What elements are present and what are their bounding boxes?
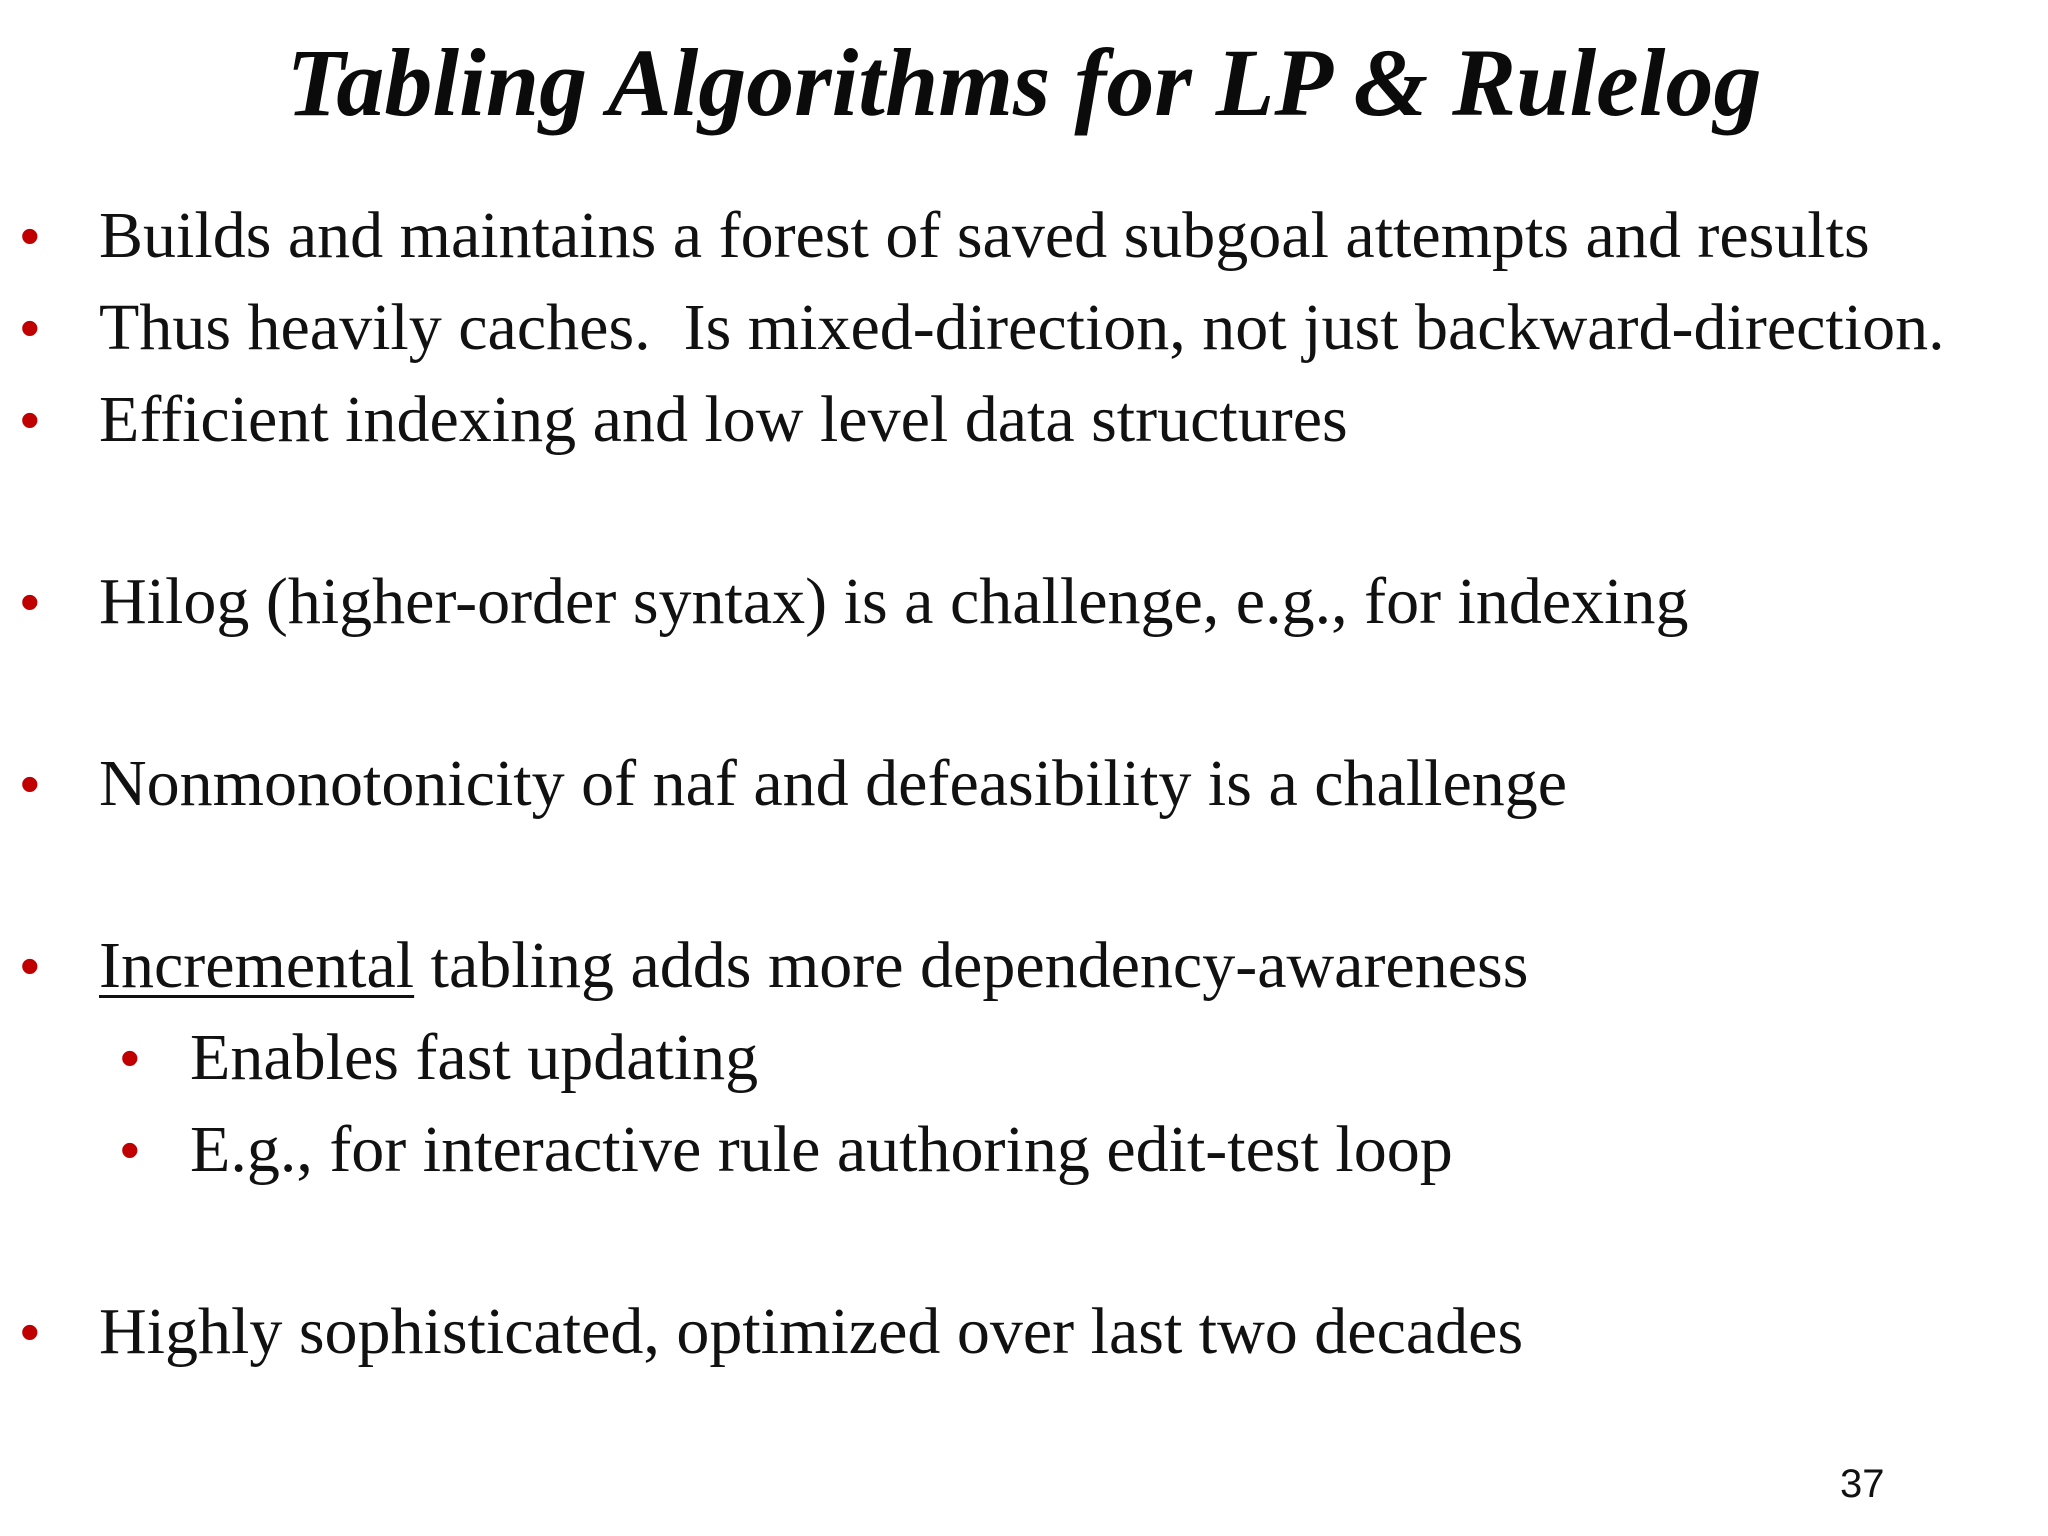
sub-bullet-text: E.g., for interactive rule authoring edit-test loop	[190, 1113, 1453, 1186]
bullet-item	[0, 1286, 2048, 1378]
bullet-text: Nonmonotonicity of naf and defeasibility is a challenge	[99, 747, 1568, 820]
sub-bullet-item	[0, 1012, 2048, 1104]
slide-title: Tabling Algorithms for LP & Rulelog	[286, 29, 1762, 136]
bullet-item	[0, 374, 2048, 466]
bullet-icon: •	[20, 752, 40, 815]
bullet-item	[0, 556, 2048, 648]
bullet-icon: •	[120, 1118, 140, 1181]
bullet-text-rest: tabling adds more dependency-awareness	[414, 929, 1529, 1002]
bullet-icon: •	[120, 1026, 140, 1089]
bullet-icon: •	[20, 1300, 40, 1363]
bullet-icon: •	[20, 934, 40, 997]
bullet-item	[0, 920, 2048, 1012]
bullet-text: Thus heavily caches. Is mixed-direction, not just backward-direction.	[99, 291, 1945, 364]
underlined-term: Incremental	[99, 929, 415, 1002]
page-number: 37	[1840, 1462, 1885, 1506]
bullet-icon: •	[20, 570, 40, 633]
bullet-text	[99, 920, 1528, 1012]
bullet-item	[0, 190, 2048, 282]
bullet-list	[0, 190, 2048, 1378]
bullet-text: Builds and maintains a forest of saved subgoal attempts and results	[99, 199, 1870, 272]
bullet-text: Efficient indexing and low level data structures	[99, 383, 1348, 456]
sub-bullet-text: Enables fast updating	[190, 1021, 759, 1094]
bullet-item	[0, 282, 2048, 374]
bullet-icon: •	[20, 204, 40, 267]
bullet-icon: •	[20, 296, 40, 359]
bullet-text: Highly sophisticated, optimized over last two decades	[99, 1295, 1524, 1368]
bullet-icon: •	[20, 388, 40, 451]
sub-bullet-item	[0, 1104, 2048, 1196]
bullet-text: Hilog (higher-order syntax) is a challenge, e.g., for indexing	[99, 565, 1689, 638]
bullet-item	[0, 738, 2048, 830]
